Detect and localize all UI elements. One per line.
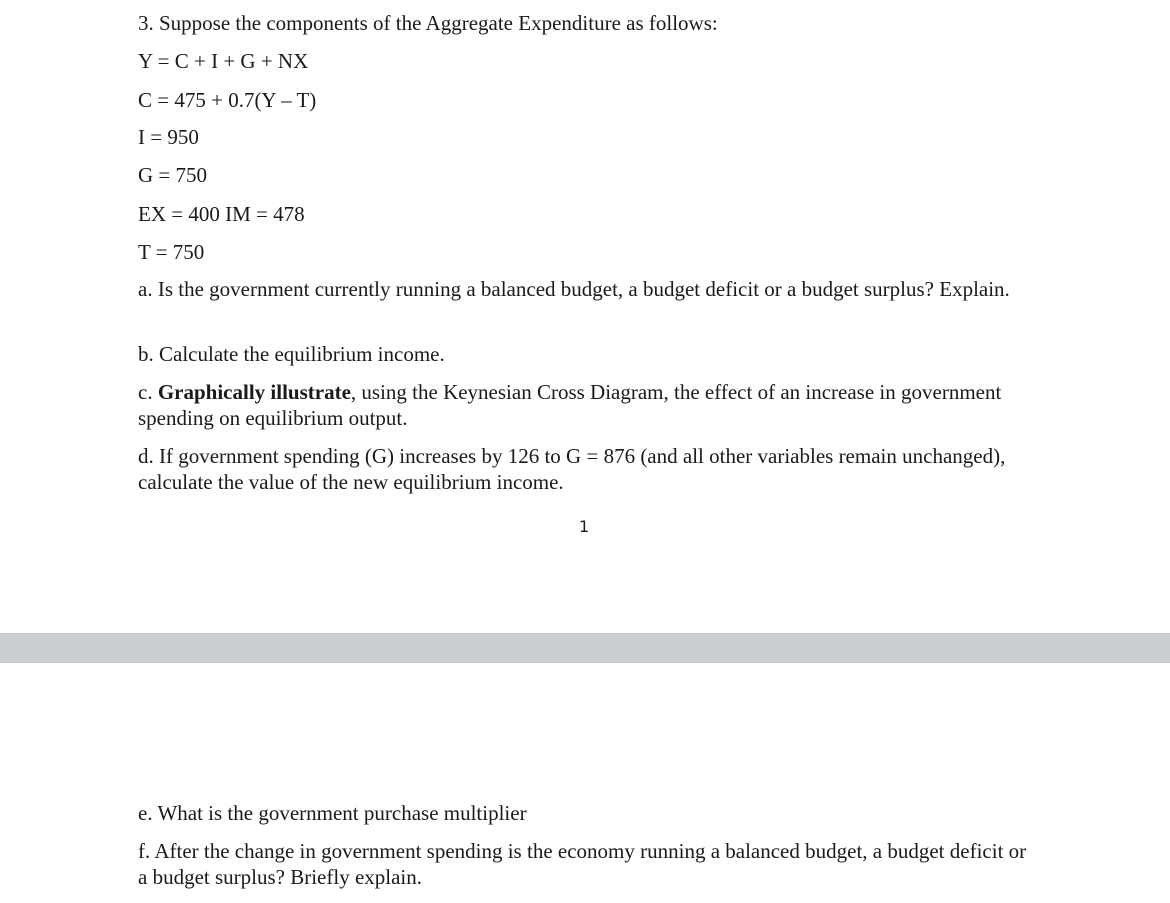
part-c-bold-text: Graphically illustrate (157, 380, 351, 404)
part-d-question: d. If government spending (G) increases by 126 to G = 876 (and all other variables remain unchanged), calculate the value of the new equilibrium income. (138, 444, 1006, 494)
part-a-question: a. Is the government currently running a balanced budget, a budget deficit or a budget surplus? Explain. (138, 277, 1010, 301)
equation-government: G = 750 (138, 163, 208, 187)
part-c-rest: , using the Keynesian Cross Diagram, the effect of an increase in government spending on equilibrium output. (138, 380, 1002, 430)
page-separator (0, 633, 1170, 663)
equation-aggregate-expenditure: Y = C + I + G + NX (138, 49, 309, 73)
equation-exports-imports: EX = 400 IM = 478 (138, 202, 305, 226)
page-number: 1 (579, 517, 590, 536)
part-e-question: e. What is the government purchase multiplier (138, 801, 527, 825)
part-b-question: b. Calculate the equilibrium income. (138, 342, 445, 366)
equation-taxes: T = 750 (138, 240, 205, 264)
part-c-prefix: c. (138, 380, 158, 404)
question-heading: 3. Suppose the components of the Aggregate Expenditure as follows: (138, 11, 718, 35)
part-c-question (138, 379, 1038, 431)
document-page-2 (0, 663, 1170, 903)
equation-consumption: C = 475 + 0.7(Y – T) (138, 88, 317, 112)
part-f-question: f. After the change in government spending is the economy running a balanced budget, a budget deficit or a budget surplus? Briefly explain. (138, 839, 1027, 889)
equation-investment: I = 950 (138, 125, 199, 149)
